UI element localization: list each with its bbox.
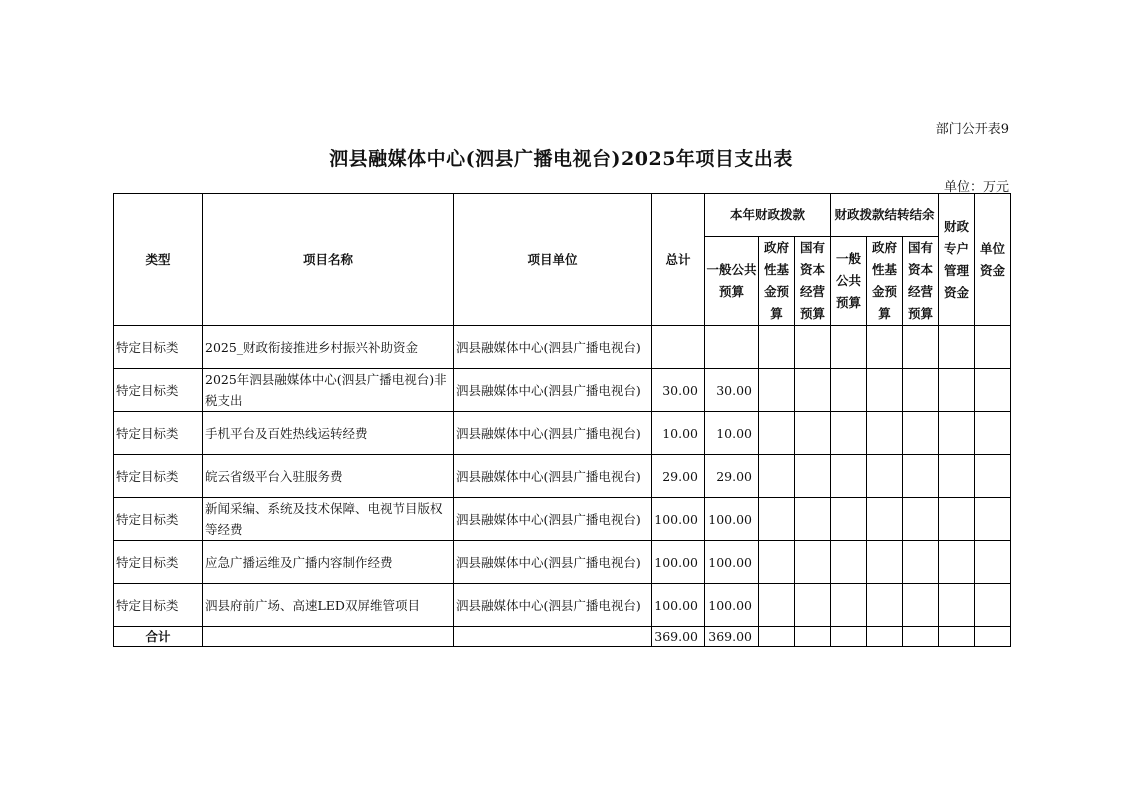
header-carry-gov-fund: 政府性基金预算 (867, 237, 903, 326)
cell-total: 29.00 (652, 455, 705, 498)
header-current-year-group: 本年财政拨款 (705, 194, 831, 237)
cell-general-budget: 10.00 (705, 412, 759, 455)
cell-general-budget: 100.00 (705, 584, 759, 627)
table-row (114, 455, 1011, 498)
header-state-capital-budget: 国有资本经营预算 (795, 237, 831, 326)
header-general-public-budget: 一般公共预算 (705, 237, 759, 326)
cell-project-name: 皖云省级平台入驻服务费 (203, 455, 454, 498)
header-carry-state-capital: 国有资本经营预算 (903, 237, 939, 326)
cell-project-name: 2025年泗县融媒体中心(泗县广播电视台)非税支出 (203, 369, 454, 412)
cell-general-budget: 30.00 (705, 369, 759, 412)
total-sum: 369.00 (652, 627, 705, 647)
cell-project-name: 手机平台及百姓热线运转经费 (203, 412, 454, 455)
table-row (114, 498, 1011, 541)
total-row (114, 627, 1011, 647)
cell-project-unit: 泗县融媒体中心(泗县广播电视台) (454, 326, 652, 369)
cell-project-unit: 泗县融媒体中心(泗县广播电视台) (454, 541, 652, 584)
total-label: 合计 (114, 627, 203, 647)
cell-project-name: 新闻采编、系统及技术保障、电视节目版权等经费 (203, 498, 454, 541)
cell-category: 特定目标类 (114, 584, 203, 627)
cell-total: 30.00 (652, 369, 705, 412)
cell-project-unit: 泗县融媒体中心(泗县广播电视台) (454, 498, 652, 541)
header-project-unit: 项目单位 (454, 194, 652, 326)
cell-project-name: 2025_财政衔接推进乡村振兴补助资金 (203, 326, 454, 369)
cell-category: 特定目标类 (114, 326, 203, 369)
page-title: 泗县融媒体中心(泗县广播电视台)2025年项目支出表 (329, 148, 793, 170)
cell-category: 特定目标类 (114, 541, 203, 584)
cell-general-budget: 100.00 (705, 541, 759, 584)
table-row (114, 326, 1011, 369)
table-row (114, 412, 1011, 455)
cell-total: 100.00 (652, 541, 705, 584)
total-general-budget: 369.00 (705, 627, 759, 647)
cell-project-name: 泗县府前广场、高速LED双屏维管项目 (203, 584, 454, 627)
cell-total (652, 326, 705, 369)
cell-general-budget (705, 326, 759, 369)
cell-category: 特定目标类 (114, 412, 203, 455)
cell-project-unit: 泗县融媒体中心(泗县广播电视台) (454, 369, 652, 412)
expenditure-table (113, 193, 1011, 647)
cell-general-budget: 29.00 (705, 455, 759, 498)
unit-label: 单位：万元 (943, 180, 1009, 195)
cell-category: 特定目标类 (114, 498, 203, 541)
header-carry-general-public: 一般公共预算 (831, 237, 867, 326)
header-carryover-group: 财政拨款结转结余 (831, 194, 939, 237)
cell-total: 10.00 (652, 412, 705, 455)
cell-project-name: 应急广播运维及广播内容制作经费 (203, 541, 454, 584)
table-row (114, 369, 1011, 412)
form-number: 部门公开表9 (935, 122, 1009, 137)
cell-total: 100.00 (652, 498, 705, 541)
cell-total: 100.00 (652, 584, 705, 627)
cell-project-unit: 泗县融媒体中心(泗县广播电视台) (454, 455, 652, 498)
header-unit-fund: 单位资金 (975, 194, 1011, 326)
cell-project-unit: 泗县融媒体中心(泗县广播电视台) (454, 412, 652, 455)
header-total: 总计 (652, 194, 705, 326)
cell-general-budget: 100.00 (705, 498, 759, 541)
header-project-name: 项目名称 (203, 194, 454, 326)
cell-category: 特定目标类 (114, 369, 203, 412)
header-special-fund: 财政专户管理资金 (939, 194, 975, 326)
cell-category: 特定目标类 (114, 455, 203, 498)
header-category: 类型 (114, 194, 203, 326)
header-gov-fund-budget: 政府性基金预算 (759, 237, 795, 326)
table-row (114, 541, 1011, 584)
table-row (114, 584, 1011, 627)
cell-project-unit: 泗县融媒体中心(泗县广播电视台) (454, 584, 652, 627)
